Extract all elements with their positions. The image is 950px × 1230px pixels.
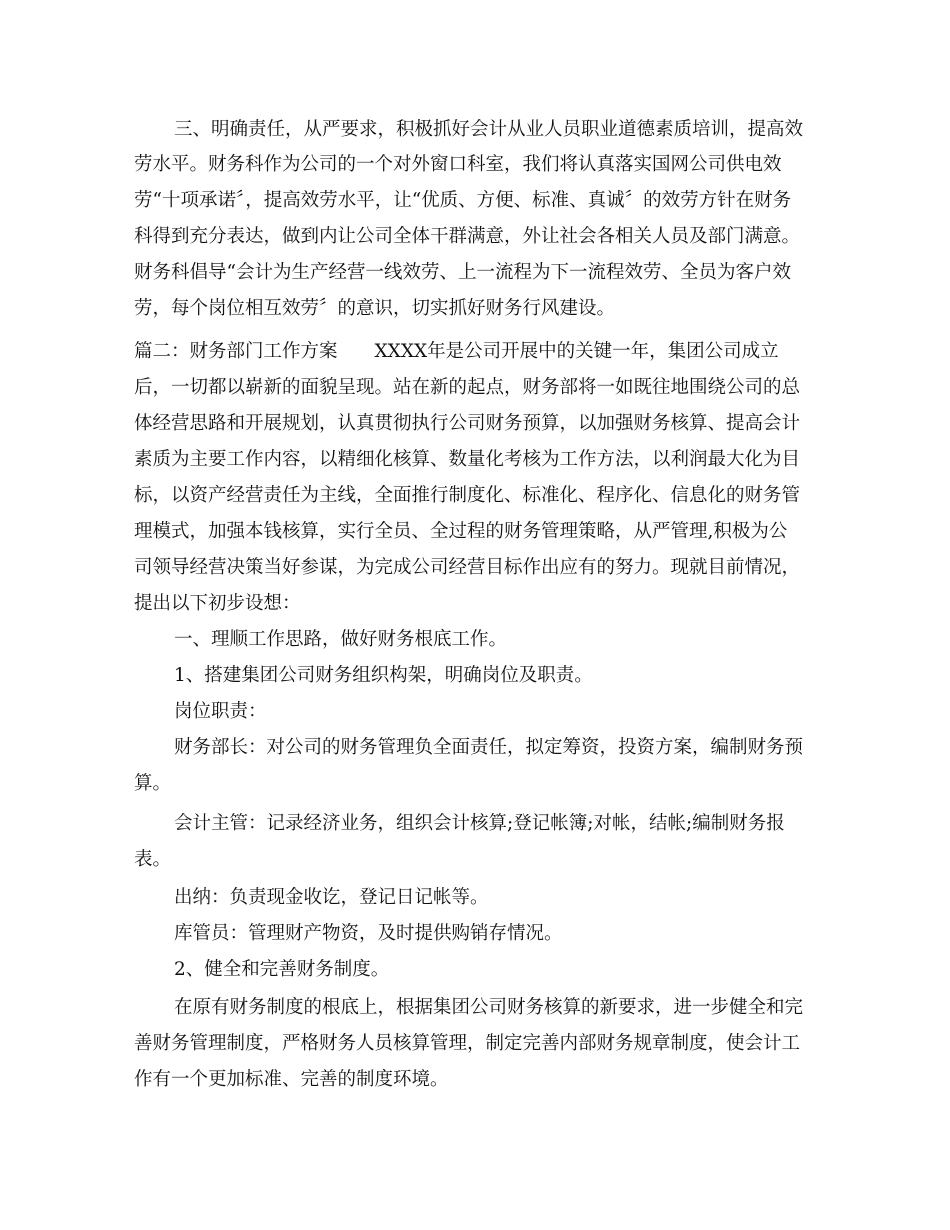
paragraph-line: 在原有财务制度的根底上，根据集团公司财务核算的新要求，进一步健全和完 xyxy=(174,997,804,1018)
paragraph-line: 科得到充分表达，做到内让公司全体干群满意，外让社会各相关人员及部门满意。 xyxy=(134,226,801,247)
paragraph-line: 作有一个更加标准、完善的制度环境。 xyxy=(134,1069,449,1090)
paragraph-line: 算。 xyxy=(134,773,172,794)
paragraph-line: 标，以资产经营责任为主线，全面推行制度化、标准化、程序化、信息化的财务管 xyxy=(134,485,801,506)
paragraph-line: 劳水平。财务科作为公司的一个对外窗口科室，我们将认真落实国网公司供电效 xyxy=(134,154,782,175)
paragraph-line: 体经营思路和开展规划，认真贯彻执行公司财务预算，以加强财务核算、提高会计 xyxy=(134,413,801,434)
paragraph-line: 财务科倡导“会计为生产经营一线效劳、上一流程为下一流程效劳、全员为客户效 xyxy=(134,262,791,283)
paragraph-line: 劳“十项承诺〞，提高效劳水平，让“优质、方便、标准、真诚〞的效劳方针在财务 xyxy=(134,190,792,211)
paragraph-line: 司领导经营决策当好参谋，为完成公司经营目标作出应有的努力。现就目前情况， xyxy=(134,557,801,578)
paragraph-line: 出纳：负责现金收讫，登记日记帐等。 xyxy=(174,887,489,908)
paragraph-line: 库管员：管理财产物资，及时提供购销存情况。 xyxy=(174,923,563,944)
paragraph-line: 一、理顺工作思路，做好财务根底工作。 xyxy=(174,629,508,650)
paragraph-line: 素质为主要工作内容，以精细化核算、数量化考核为工作方法，以利润最大化为目 xyxy=(134,449,801,470)
paragraph-line: 后，一切都以崭新的面貌呈现。站在新的起点，财务部将一如既往地围绕公司的总 xyxy=(134,377,801,398)
paragraph-line: 三、明确责任，从严要求，积极抓好会计从业人员职业道德素质培训，提高效 xyxy=(174,119,804,140)
section-heading-line: 篇二：财务部门工作方案 XXXX年是公司开展中的关键一年，集团公司成立 xyxy=(134,341,779,362)
paragraph-line: 善财务管理制度，严格财务人员核算管理，制定完善内部财务规章制度，使会计工 xyxy=(134,1033,801,1054)
paragraph-line: 理模式，加强本钱核算，实行全员、全过程的财务管理策略，从严管理,积极为公 xyxy=(134,521,788,542)
paragraph-line: 岗位职责： xyxy=(174,701,267,722)
paragraph-line: 提出以下初步设想： xyxy=(134,593,301,614)
paragraph-line: 劳，每个岗位相互效劳〞的意识，切实抓好财务行风建设。 xyxy=(134,298,616,319)
paragraph-line: 2、健全和完善财务制度。 xyxy=(174,959,390,980)
paragraph-line: 会计主管：记录经济业务，组织会计核算;登记帐簿;对帐，结帐;编制财务报 xyxy=(174,813,785,834)
paragraph-line: 1、搭建集团公司财务组织构架，明确岗位及职责。 xyxy=(174,665,593,686)
paragraph-line: 财务部长：对公司的财务管理负全面责任，拟定筹资，投资方案，编制财务预 xyxy=(174,737,804,758)
paragraph-line: 表。 xyxy=(134,849,172,870)
